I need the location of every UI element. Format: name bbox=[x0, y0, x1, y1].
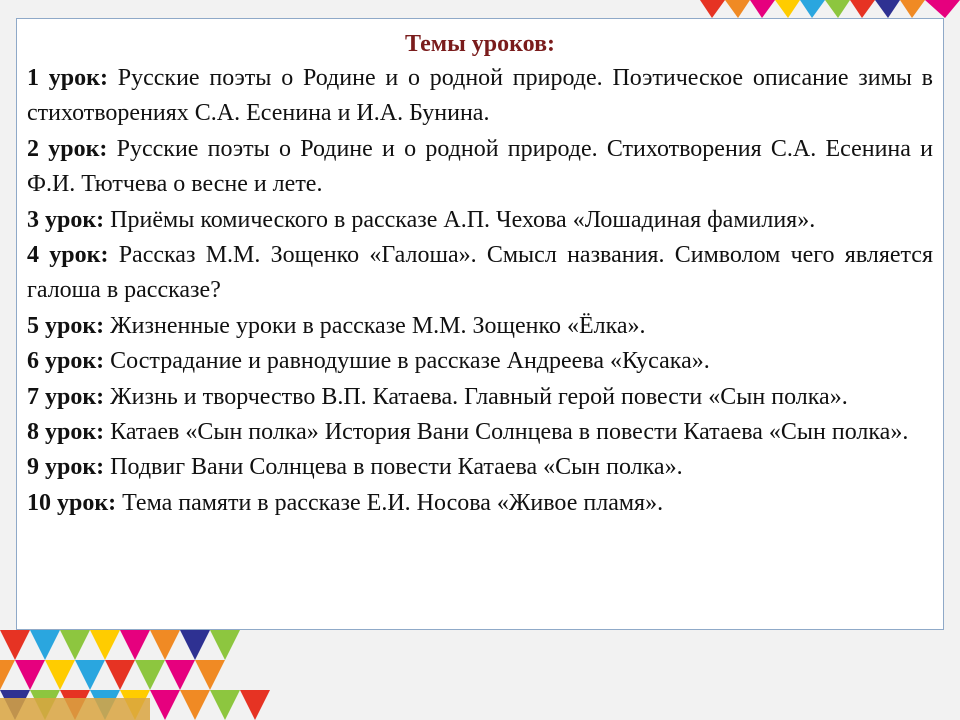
list-item bbox=[27, 344, 933, 379]
lesson-number: 2 урок: bbox=[27, 135, 108, 162]
list-item bbox=[27, 61, 933, 132]
lesson-text: Жизнь и творчество В.П. Катаева. Главный герой повести «Сын полка». bbox=[110, 383, 848, 410]
lesson-text: Приёмы комического в рассказе А.П. Чехова «Лошадиная фамилия». bbox=[110, 206, 816, 233]
list-item bbox=[27, 132, 933, 203]
lesson-text: Тема памяти в рассказе Е.И. Носова «Живое пламя». bbox=[122, 489, 664, 516]
list-item bbox=[27, 309, 933, 344]
lesson-number: 9 урок: bbox=[27, 454, 105, 481]
lesson-number: 8 урок: bbox=[27, 419, 105, 446]
lesson-number: 7 урок: bbox=[27, 383, 105, 410]
lesson-number: 6 урок: bbox=[27, 348, 105, 375]
lesson-number: 3 урок: bbox=[27, 206, 105, 233]
lesson-topics-card bbox=[16, 18, 944, 630]
lesson-number: 1 урок: bbox=[27, 65, 108, 91]
lesson-number: 5 урок: bbox=[27, 312, 105, 339]
lesson-text: Подвиг Вани Солнцева в повести Катаева «Сын полка». bbox=[110, 454, 683, 481]
lesson-text: Рассказ М.М. Зощенко «Галоша». Смысл названия. Символом чего является галоша в рассказе? bbox=[27, 242, 934, 304]
lesson-text: Русские поэты о Родине и о родной природе. Поэтическое описание зимы в стихотворениях С.А. Есенина и И.А. Бунина. bbox=[27, 65, 934, 127]
lesson-number: 10 урок: bbox=[27, 489, 117, 516]
list-item bbox=[27, 486, 933, 521]
lesson-text: Русские поэты о Родине и о родной природе. Стихотворения С.А. Есенина и Ф.И. Тютчева о весне и лете. bbox=[27, 135, 933, 198]
lesson-text: Сострадание и равнодушие в рассказе Андреева «Кусака». bbox=[110, 348, 710, 375]
lesson-text: Жизненные уроки в рассказе М.М. Зощенко «Ёлка». bbox=[110, 312, 646, 339]
lesson-text: Катаев «Сын полка» История Вани Солнцева в повести Катаева «Сын полка». bbox=[110, 419, 909, 446]
page-title: Темы уроков: bbox=[404, 31, 556, 57]
list-item bbox=[27, 450, 933, 485]
list-item bbox=[27, 415, 933, 450]
list-item bbox=[27, 203, 933, 238]
lesson-list bbox=[27, 61, 933, 521]
lesson-number: 4 урок: bbox=[27, 242, 109, 269]
list-item bbox=[27, 238, 933, 309]
list-item bbox=[27, 380, 933, 415]
